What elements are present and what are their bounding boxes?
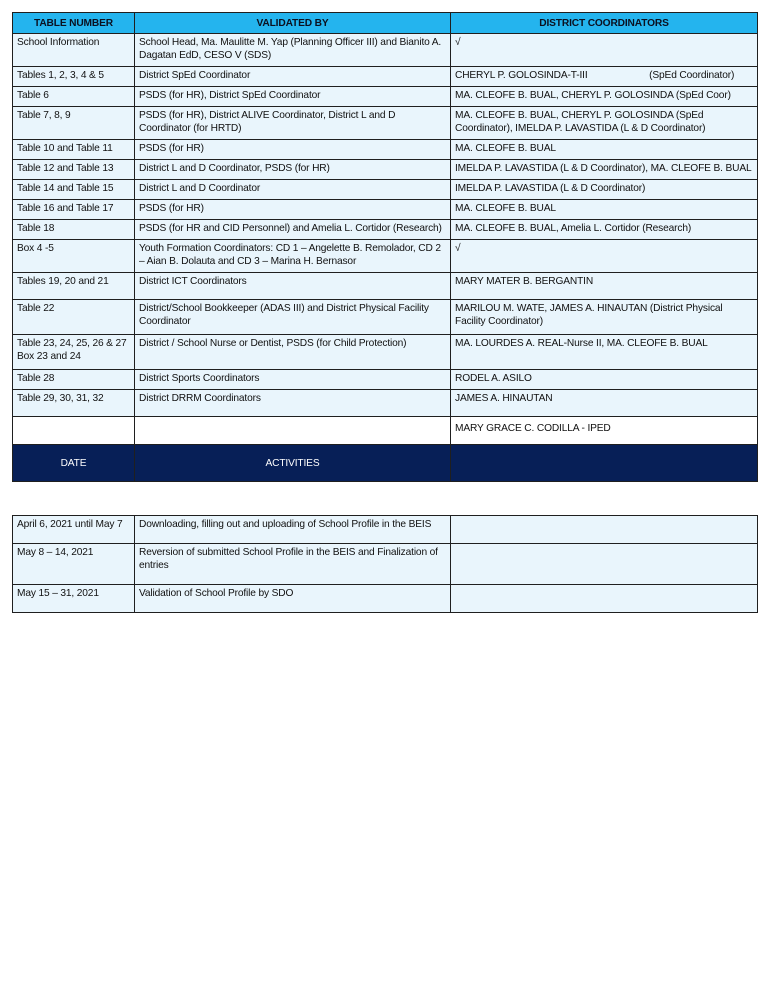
validated-by-cell: District DRRM Coordinators [135,390,451,417]
table-number-cell: School Information [13,34,135,67]
schedule-row [13,544,758,585]
table-row [13,417,758,445]
validated-by-cell: PSDS (for HR), District ALIVE Coordinator, District L and D Coordinator (for HRTD) [135,107,451,140]
coordinators-cell: MARY GRACE C. CODILLA - IPED [451,417,758,445]
schedule-row [13,585,758,613]
table-number-cell: Table 23, 24, 25, 26 & 27 Box 23 and 24 [13,335,135,370]
coordinators-cell: CHERYL P. GOLOSINDA-T-III (SpEd Coordinator) [451,67,758,87]
validated-by-cell: PSDS (for HR), District SpEd Coordinator [135,87,451,107]
table-number-cell: Table 10 and Table 11 [13,140,135,160]
coordinators-cell: MA. CLEOFE B. BUAL, CHERYL P. GOLOSINDA (SpEd Coor) [451,87,758,107]
header-blank [451,445,758,482]
table-row [13,335,758,370]
validated-by-cell: School Head, Ma. Maulitte M. Yap (Planning Officer III) and Bianito A. Dagatan EdD, CESO V (SDS) [135,34,451,67]
table-row [13,140,758,160]
coordinators-cell: MA. LOURDES A. REAL-Nurse II, MA. CLEOFE B. BUAL [451,335,758,370]
table-number-cell: Table 28 [13,370,135,390]
table-row [13,160,758,180]
coordinators-cell: MA. CLEOFE B. BUAL, CHERYL P. GOLOSINDA (SpEd Coordinator), IMELDA P. LAVASTIDA (L & D Coordinator) [451,107,758,140]
validated-by-cell [135,417,451,445]
table-row [13,390,758,417]
extra-cell [451,585,758,613]
validated-by-cell: District Sports Coordinators [135,370,451,390]
table-number-cell: Table 18 [13,220,135,240]
table-number-cell: Table 29, 30, 31, 32 [13,390,135,417]
table-row [13,300,758,335]
table-number-cell: Table 7, 8, 9 [13,107,135,140]
activity-cell: Validation of School Profile by SDO [135,585,451,613]
coordinators-cell: IMELDA P. LAVASTIDA (L & D Coordinator), MA. CLEOFE B. BUAL [451,160,758,180]
validated-by-cell: District / School Nurse or Dentist, PSDS (for Child Protection) [135,335,451,370]
schedule-table [12,515,758,613]
coordinators-cell: RODEL A. ASILO [451,370,758,390]
validated-by-cell: Youth Formation Coordinators: CD 1 – Angelette B. Remolador, CD 2 – Aian B. Dolauta and CD 3 – Marina H. Bernasor [135,240,451,273]
validated-by-cell: PSDS (for HR) [135,140,451,160]
coordinators-cell: MA. CLEOFE B. BUAL, Amelia L. Cortidor (Research) [451,220,758,240]
date-cell: May 8 – 14, 2021 [13,544,135,585]
validated-by-cell: District ICT Coordinators [135,273,451,300]
table-number-cell [13,417,135,445]
validated-by-cell: District L and D Coordinator [135,180,451,200]
table-number-cell: Table 22 [13,300,135,335]
schedule-header-row [13,445,758,482]
activity-cell: Reversion of submitted School Profile in the BEIS and Finalization of entries [135,544,451,585]
validated-by-cell: PSDS (for HR and CID Personnel) and Amelia L. Cortidor (Research) [135,220,451,240]
table-row [13,200,758,220]
header-activities: ACTIVITIES [135,445,451,482]
coordinators-cell: JAMES A. HINAUTAN [451,390,758,417]
validated-by-cell: District L and D Coordinator, PSDS (for HR) [135,160,451,180]
table-row [13,67,758,87]
coordinators-cell: MARILOU M. WATE, JAMES A. HINAUTAN (District Physical Facility Coordinator) [451,300,758,335]
table-number-cell: Tables 19, 20 and 21 [13,273,135,300]
table-number-cell: Table 6 [13,87,135,107]
table-number-cell: Table 12 and Table 13 [13,160,135,180]
extra-cell [451,544,758,585]
table-row [13,370,758,390]
validated-by-cell: District/School Bookkeeper (ADAS III) and District Physical Facility Coordinator [135,300,451,335]
table-row [13,240,758,273]
extra-cell [451,516,758,544]
validated-by-cell: District SpEd Coordinator [135,67,451,87]
activity-cell: Downloading, filling out and uploading of School Profile in the BEIS [135,516,451,544]
date-cell: May 15 – 31, 2021 [13,585,135,613]
coordinators-cell: MA. CLEOFE B. BUAL [451,200,758,220]
coordinators-cell: √ [451,34,758,67]
table-number-cell: Box 4 -5 [13,240,135,273]
header-row [13,13,758,34]
table-number-cell: Table 14 and Table 15 [13,180,135,200]
header-district-coordinators: DISTRICT COORDINATORS [451,13,758,34]
coordinators-cell: MA. CLEOFE B. BUAL [451,140,758,160]
table-number-cell: Table 16 and Table 17 [13,200,135,220]
table-row [13,273,758,300]
table-row [13,180,758,200]
validation-table [12,12,758,482]
coordinators-cell: MARY MATER B. BERGANTIN [451,273,758,300]
table-row [13,34,758,67]
coordinators-cell: √ [451,240,758,273]
validated-by-cell: PSDS (for HR) [135,200,451,220]
header-validated-by: VALIDATED BY [135,13,451,34]
table-row [13,220,758,240]
date-cell: April 6, 2021 until May 7 [13,516,135,544]
header-date: DATE [13,445,135,482]
table-row [13,87,758,107]
table-row [13,107,758,140]
schedule-row [13,516,758,544]
coordinators-cell: IMELDA P. LAVASTIDA (L & D Coordinator) [451,180,758,200]
header-table-number: TABLE NUMBER [13,13,135,34]
table-number-cell: Tables 1, 2, 3, 4 & 5 [13,67,135,87]
